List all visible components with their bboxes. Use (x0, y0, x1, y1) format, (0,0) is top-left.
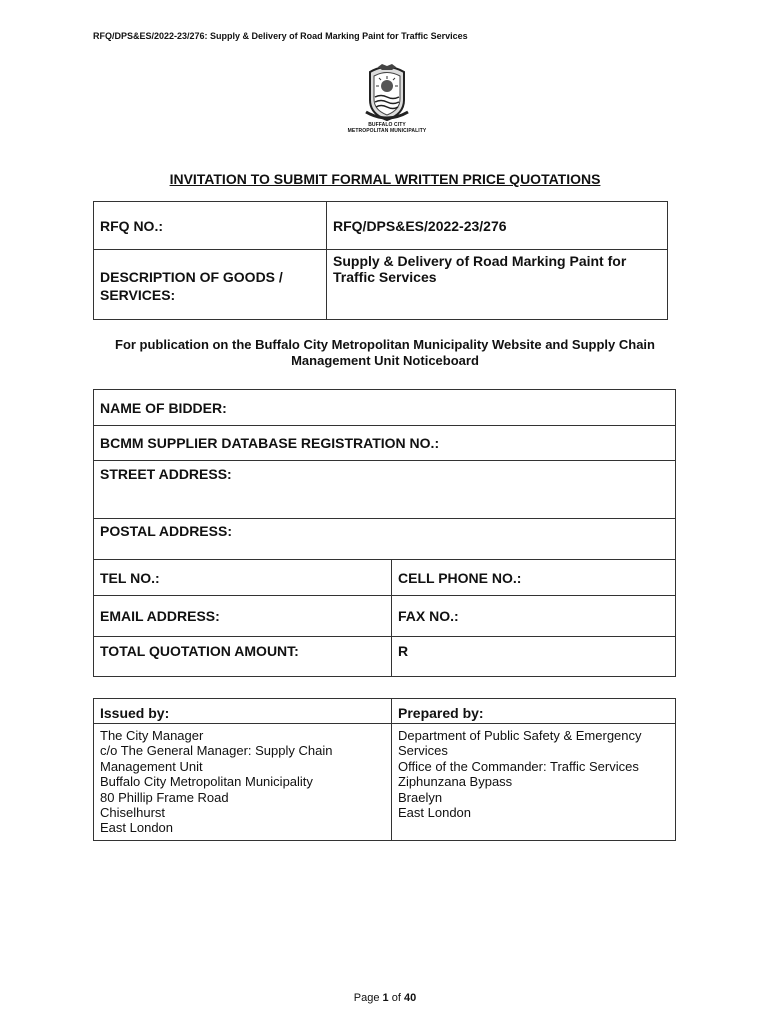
issued-line: 80 Phillip Frame Road (100, 789, 229, 805)
postal-address-field: POSTAL ADDRESS: (94, 519, 676, 560)
page-number: 1 (382, 992, 389, 1004)
logo-line-1: BUFFALO CITY (368, 122, 406, 128)
issued-line: c/o The General Manager: Supply Chain (100, 743, 333, 759)
issued-line: Chiselhurst (100, 805, 166, 821)
prepared-line: Braelyn (398, 789, 443, 805)
prepared-line: Services (398, 743, 448, 759)
bidder-name-field: NAME OF BIDDER: (94, 390, 676, 426)
coat-of-arms-icon (364, 64, 410, 122)
cell-phone-field: CELL PHONE NO.: (392, 560, 676, 596)
fax-number-field: FAX NO.: (392, 596, 676, 637)
total-amount-field: TOTAL QUOTATION AMOUNT: (94, 637, 392, 677)
bidder-details-table (93, 389, 676, 677)
prepared-by-heading: Prepared by: (392, 699, 676, 724)
registration-number-field: BCMM SUPPLIER DATABASE REGISTRATION NO.: (94, 426, 676, 461)
issued-line: Management Unit (100, 758, 203, 774)
tel-number-field: TEL NO.: (94, 560, 392, 596)
rfq-table (93, 201, 668, 320)
currency-symbol: R (392, 637, 676, 677)
publication-notice: For publication on the Buffalo City Metropolitan Municipality Website and Supply Chain Management Unit Noticeboard (115, 337, 655, 368)
document-title: INVITATION TO SUBMIT FORMAL WRITTEN PRICE QUOTATIONS (169, 171, 601, 187)
page-footer (0, 992, 770, 1004)
description-label: DESCRIPTION OF GOODS / SERVICES: (94, 250, 327, 320)
prepared-line: East London (398, 805, 472, 821)
total-pages: 40 (403, 992, 417, 1004)
page-word: Page (353, 992, 380, 1004)
rfq-number-label: RFQ NO.: (94, 202, 327, 250)
email-address-field: EMAIL ADDRESS: (94, 596, 392, 637)
running-header: RFQ/DPS&ES/2022-23/276: Supply & Delivery of Road Marking Paint for Traffic Services (93, 31, 468, 41)
issued-line: The City Manager (100, 728, 204, 743)
logo-line-2: METROPOLITAN MUNICIPALITY (347, 128, 427, 134)
issued-by-address (94, 724, 392, 841)
street-address-field: STREET ADDRESS: (94, 461, 676, 519)
municipal-logo (342, 64, 432, 144)
issued-by-heading: Issued by: (94, 699, 392, 724)
issued-line: East London (100, 820, 174, 836)
of-word: of (391, 992, 401, 1004)
issued-line: Buffalo City Metropolitan Municipality (100, 774, 313, 790)
prepared-line: Office of the Commander: Traffic Services (398, 758, 639, 774)
issued-prepared-table (93, 698, 676, 841)
description-value: Supply & Delivery of Road Marking Paint for Traffic Services (327, 250, 668, 320)
prepared-line: Department of Public Safety & Emergency (398, 728, 642, 743)
prepared-by-address (392, 724, 676, 841)
rfq-number-value: RFQ/DPS&ES/2022-23/276 (327, 202, 668, 250)
prepared-line: Ziphunzana Bypass (398, 774, 513, 790)
